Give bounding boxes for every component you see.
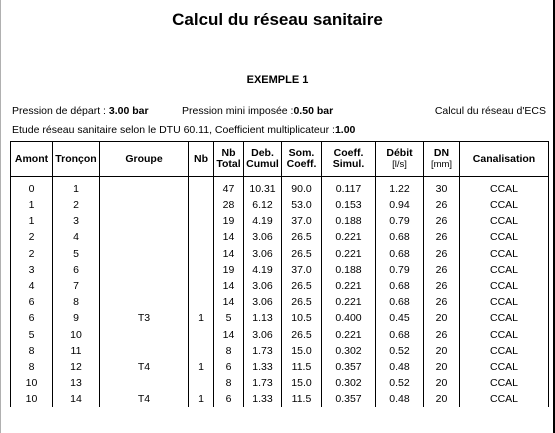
table-cell: CCAL bbox=[460, 197, 549, 213]
table-cell: 19 bbox=[214, 262, 244, 278]
table-cell: 0.188 bbox=[322, 213, 376, 229]
table-cell: 0.68 bbox=[376, 327, 424, 343]
table-cell: 10.31 bbox=[244, 177, 282, 198]
table-cell: CCAL bbox=[460, 391, 549, 407]
table-cell: 0.357 bbox=[322, 359, 376, 375]
column-header-sublabel: [mm] bbox=[430, 159, 453, 170]
table-cell: CCAL bbox=[460, 327, 549, 343]
table-cell: 30 bbox=[424, 177, 460, 198]
column-header bbox=[282, 142, 322, 177]
table-cell: 6 bbox=[214, 391, 244, 407]
table-cell: 11.5 bbox=[282, 359, 322, 375]
pression-mini bbox=[182, 105, 333, 117]
column-header-label: Groupe bbox=[125, 152, 163, 165]
column-header-label: Débit bbox=[386, 147, 413, 159]
table-cell bbox=[100, 246, 189, 262]
table-row bbox=[11, 262, 549, 278]
table-cell: 7 bbox=[53, 278, 100, 294]
table-cell: 53.0 bbox=[282, 197, 322, 213]
table-cell: 20 bbox=[424, 359, 460, 375]
column-header bbox=[424, 142, 460, 177]
etude-line bbox=[12, 124, 355, 136]
table-cell: 13 bbox=[53, 375, 100, 391]
column-header bbox=[244, 142, 282, 177]
table-row bbox=[11, 343, 549, 359]
table-cell bbox=[189, 278, 214, 294]
table-cell: 26 bbox=[424, 246, 460, 262]
table-cell: 1 bbox=[189, 310, 214, 326]
table-cell: 1.33 bbox=[244, 359, 282, 375]
column-header-sublabel: Simul. bbox=[332, 158, 365, 170]
results-table bbox=[10, 141, 549, 407]
table-cell: 0.221 bbox=[322, 294, 376, 310]
table-row bbox=[11, 246, 549, 262]
table-cell: 1.33 bbox=[244, 391, 282, 407]
table-cell: 14 bbox=[214, 246, 244, 262]
pression-depart-label: Pression de départ : bbox=[12, 105, 106, 117]
table-cell: 3.06 bbox=[244, 278, 282, 294]
table-cell: 0.68 bbox=[376, 294, 424, 310]
table-cell: 0.48 bbox=[376, 391, 424, 407]
table-cell: 11 bbox=[53, 343, 100, 359]
table-cell: 0.117 bbox=[322, 177, 376, 198]
table-cell: 0.45 bbox=[376, 310, 424, 326]
table-cell: 26.5 bbox=[282, 246, 322, 262]
table-row bbox=[11, 229, 549, 245]
table-cell: 19 bbox=[214, 213, 244, 229]
table-cell: 10 bbox=[53, 327, 100, 343]
table-cell: 3.06 bbox=[244, 327, 282, 343]
table-cell: 26 bbox=[424, 229, 460, 245]
table-row bbox=[11, 197, 549, 213]
column-header bbox=[460, 142, 549, 177]
table-cell: 1 bbox=[189, 391, 214, 407]
table-cell: 0.400 bbox=[322, 310, 376, 326]
table-cell: CCAL bbox=[460, 310, 549, 326]
column-header bbox=[189, 142, 214, 177]
table-cell: 6 bbox=[53, 262, 100, 278]
table-cell: T3 bbox=[100, 310, 189, 326]
table-cell: 26 bbox=[424, 197, 460, 213]
table-cell: 0.68 bbox=[376, 278, 424, 294]
table-cell: CCAL bbox=[460, 229, 549, 245]
column-header bbox=[214, 142, 244, 177]
table-cell: 0.48 bbox=[376, 359, 424, 375]
table-cell: 4 bbox=[11, 278, 53, 294]
table-row bbox=[11, 375, 549, 391]
table-cell bbox=[100, 213, 189, 229]
table-row bbox=[11, 177, 549, 198]
table-cell: 0.221 bbox=[322, 327, 376, 343]
table-cell: 3 bbox=[53, 213, 100, 229]
table-cell: 20 bbox=[424, 375, 460, 391]
table-cell: CCAL bbox=[460, 246, 549, 262]
table-cell: 8 bbox=[214, 343, 244, 359]
table-cell: 6.12 bbox=[244, 197, 282, 213]
table-cell: T4 bbox=[100, 391, 189, 407]
table-cell: 0.221 bbox=[322, 278, 376, 294]
table-cell: CCAL bbox=[460, 177, 549, 198]
table-cell: 0.221 bbox=[322, 246, 376, 262]
etude-label: Etude réseau sanitaire selon le DTU 60.11, Coefficient multiplicateur : bbox=[12, 124, 335, 136]
table-row bbox=[11, 278, 549, 294]
table-cell bbox=[100, 327, 189, 343]
table-cell: 0.153 bbox=[322, 197, 376, 213]
table-cell: 1.73 bbox=[244, 343, 282, 359]
table-cell: 0.68 bbox=[376, 246, 424, 262]
column-header-label: Som. bbox=[288, 147, 315, 159]
table-row bbox=[11, 310, 549, 326]
table-cell: 37.0 bbox=[282, 213, 322, 229]
table-cell: 20 bbox=[424, 343, 460, 359]
table-cell: CCAL bbox=[460, 375, 549, 391]
table-cell bbox=[100, 177, 189, 198]
column-header-label: Canalisation bbox=[472, 152, 536, 165]
table-cell bbox=[100, 262, 189, 278]
table-cell bbox=[189, 343, 214, 359]
table-cell: 2 bbox=[53, 197, 100, 213]
table-cell bbox=[100, 229, 189, 245]
column-header-label: Nb bbox=[221, 147, 236, 159]
column-header bbox=[376, 142, 424, 177]
table-cell bbox=[189, 262, 214, 278]
column-header bbox=[100, 142, 189, 177]
table-cell bbox=[189, 213, 214, 229]
table-cell: 5 bbox=[11, 327, 53, 343]
table-cell bbox=[189, 327, 214, 343]
table-cell bbox=[100, 294, 189, 310]
table-cell: 6 bbox=[214, 359, 244, 375]
table-cell: 0.302 bbox=[322, 375, 376, 391]
table-cell: 4.19 bbox=[244, 262, 282, 278]
table-cell bbox=[189, 375, 214, 391]
column-header bbox=[53, 142, 100, 177]
table-cell: 0.52 bbox=[376, 375, 424, 391]
table-cell: 4.19 bbox=[244, 213, 282, 229]
table-cell bbox=[189, 294, 214, 310]
table-cell: 20 bbox=[424, 310, 460, 326]
table-cell: 26 bbox=[424, 278, 460, 294]
table-cell: 8 bbox=[53, 294, 100, 310]
pression-depart bbox=[12, 105, 149, 117]
table-cell: 12 bbox=[53, 359, 100, 375]
table-cell: 47 bbox=[214, 177, 244, 198]
table-row bbox=[11, 391, 549, 407]
table-cell: CCAL bbox=[460, 278, 549, 294]
table-cell: 0.68 bbox=[376, 229, 424, 245]
table-cell: 6 bbox=[11, 310, 53, 326]
table-cell: 8 bbox=[11, 359, 53, 375]
pression-depart-value: 3.00 bar bbox=[108, 105, 149, 117]
table-cell: 8 bbox=[214, 375, 244, 391]
table-cell: 2 bbox=[11, 246, 53, 262]
table-cell bbox=[189, 229, 214, 245]
table-cell: 26.5 bbox=[282, 327, 322, 343]
table-cell: 3 bbox=[11, 262, 53, 278]
table-cell: T4 bbox=[100, 359, 189, 375]
pression-mini-value: 0.50 bar bbox=[293, 105, 334, 117]
table-cell: 1 bbox=[53, 177, 100, 198]
table-cell: 10 bbox=[11, 375, 53, 391]
table-row bbox=[11, 213, 549, 229]
table-cell: 26.5 bbox=[282, 229, 322, 245]
table-cell: 14 bbox=[214, 229, 244, 245]
column-header-label: DN bbox=[433, 147, 450, 159]
table-cell: 26 bbox=[424, 327, 460, 343]
table-cell: 0.302 bbox=[322, 343, 376, 359]
table-cell: 2 bbox=[11, 229, 53, 245]
column-header-sublabel: Cumul bbox=[246, 158, 279, 170]
table-cell: 15.0 bbox=[282, 375, 322, 391]
table-cell: 20 bbox=[424, 391, 460, 407]
table-cell: 37.0 bbox=[282, 262, 322, 278]
table-cell bbox=[189, 177, 214, 198]
table-cell: 26 bbox=[424, 213, 460, 229]
document-subtitle: EXEMPLE 1 bbox=[246, 74, 309, 86]
table-cell: 26.5 bbox=[282, 294, 322, 310]
table-cell bbox=[100, 197, 189, 213]
table-cell: 5 bbox=[53, 246, 100, 262]
column-header-label: Deb. bbox=[251, 147, 274, 159]
table-cell: CCAL bbox=[460, 213, 549, 229]
column-header-label: Nb bbox=[194, 152, 208, 165]
column-header-label: Amont bbox=[14, 152, 49, 165]
table-cell: 3.06 bbox=[244, 246, 282, 262]
left-frame-border bbox=[0, 0, 1, 433]
table-cell bbox=[100, 278, 189, 294]
table-body bbox=[11, 177, 549, 408]
etude-value: 1.00 bbox=[334, 124, 356, 136]
pression-mini-label: Pression mini imposée : bbox=[182, 105, 294, 117]
table-cell: 3.06 bbox=[244, 229, 282, 245]
table-cell: 3.06 bbox=[244, 294, 282, 310]
table-cell: CCAL bbox=[460, 294, 549, 310]
table-cell: 0.188 bbox=[322, 262, 376, 278]
table-cell: 10 bbox=[11, 391, 53, 407]
table-row bbox=[11, 327, 549, 343]
table-cell: 5 bbox=[214, 310, 244, 326]
table-cell bbox=[189, 197, 214, 213]
table-cell: CCAL bbox=[460, 262, 549, 278]
table-cell: 26 bbox=[424, 294, 460, 310]
table-cell: 0 bbox=[11, 177, 53, 198]
column-header-sublabel: [l/s] bbox=[392, 159, 407, 170]
table-row bbox=[11, 294, 549, 310]
table-cell: 0.79 bbox=[376, 262, 424, 278]
table-cell: 0.357 bbox=[322, 391, 376, 407]
table-cell: 14 bbox=[53, 391, 100, 407]
table-cell: 9 bbox=[53, 310, 100, 326]
column-header-sublabel: Total bbox=[216, 158, 241, 170]
table-cell: 15.0 bbox=[282, 343, 322, 359]
table-cell: 14 bbox=[214, 278, 244, 294]
table-cell: 14 bbox=[214, 327, 244, 343]
column-header-label: Tronçon bbox=[55, 152, 97, 165]
table-cell: 4 bbox=[53, 229, 100, 245]
table-cell: 0.94 bbox=[376, 197, 424, 213]
table-cell: 14 bbox=[214, 294, 244, 310]
table-cell: 1 bbox=[189, 359, 214, 375]
column-header-label: Coeff. bbox=[333, 147, 364, 159]
table-cell: CCAL bbox=[460, 343, 549, 359]
table-cell bbox=[100, 343, 189, 359]
table-cell: 28 bbox=[214, 197, 244, 213]
document-title: Calcul du réseau sanitaire bbox=[172, 10, 383, 29]
reseau-label: Calcul du réseau d'ECS bbox=[434, 105, 546, 117]
table-cell: 0.52 bbox=[376, 343, 424, 359]
column-header-sublabel: Coeff. bbox=[286, 158, 317, 170]
table-cell: CCAL bbox=[460, 359, 549, 375]
table-cell: 0.79 bbox=[376, 213, 424, 229]
table-cell: 11.5 bbox=[282, 391, 322, 407]
table-cell: 90.0 bbox=[282, 177, 322, 198]
table-cell: 26 bbox=[424, 262, 460, 278]
table-cell: 6 bbox=[11, 294, 53, 310]
table-cell: 1.73 bbox=[244, 375, 282, 391]
table-cell: 0.221 bbox=[322, 229, 376, 245]
column-header bbox=[322, 142, 376, 177]
column-header bbox=[11, 142, 53, 177]
table-cell: 1.22 bbox=[376, 177, 424, 198]
table-cell: 8 bbox=[11, 343, 53, 359]
table-row bbox=[11, 359, 549, 375]
table-cell: 10.5 bbox=[282, 310, 322, 326]
table-cell: 26.5 bbox=[282, 278, 322, 294]
table-header-row bbox=[11, 142, 549, 177]
table-cell: 1 bbox=[11, 197, 53, 213]
table-cell: 1 bbox=[11, 213, 53, 229]
table-cell bbox=[189, 246, 214, 262]
table-cell: 1.13 bbox=[244, 310, 282, 326]
table-cell bbox=[100, 375, 189, 391]
